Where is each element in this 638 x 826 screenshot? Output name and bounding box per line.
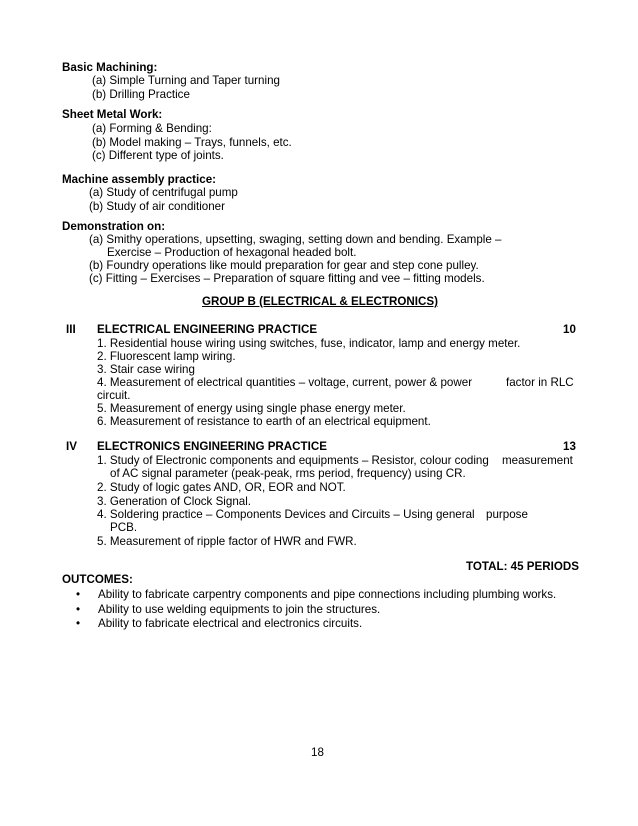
- section-line: measurement: [502, 454, 573, 467]
- bullet-icon: •: [76, 588, 81, 601]
- demonstration-heading: Demonstration on:: [62, 220, 166, 233]
- section-line: 4. Soldering practice – Components Devices and Circuits – Using general: [97, 508, 475, 521]
- section-line: 5. Measurement of ripple factor of HWR and FWR.: [97, 535, 357, 548]
- demonstration-line: (c) Fitting – Exercises – Preparation of square fitting and vee – fitting models.: [89, 272, 485, 285]
- section-periods: 10: [563, 323, 576, 336]
- section-line: 6. Measurement of resistance to earth of an electrical equipment.: [97, 415, 431, 428]
- section-line: circuit.: [97, 389, 131, 402]
- section-line: 2. Fluorescent lamp wiring.: [97, 350, 236, 363]
- section-title: ELECTRONICS ENGINEERING PRACTICE: [97, 440, 327, 453]
- section-line: 1. Residential house wiring using switches, fuse, indicator, lamp and energy meter.: [97, 337, 521, 350]
- sheet-metal-item: (c) Different type of joints.: [92, 149, 224, 162]
- outcome-text: Ability to fabricate electrical and electronics circuits.: [98, 617, 363, 631]
- section-title: ELECTRICAL ENGINEERING PRACTICE: [97, 323, 318, 336]
- bullet-icon: •: [76, 617, 81, 631]
- section-line: of AC signal parameter (peak-peak, rms period, frequency) using CR.: [110, 467, 466, 480]
- section-line: 2. Study of logic gates AND, OR, EOR and NOT.: [97, 481, 346, 494]
- outcomes-heading: OUTCOMES:: [62, 573, 133, 586]
- section-line: 3. Stair case wiring: [97, 363, 195, 376]
- demonstration-line: (a) Smithy operations, upsetting, swaging, setting down and bending. Example –: [89, 233, 502, 246]
- demonstration-line: (b) Foundry operations like mould preparation for gear and step cone pulley.: [89, 259, 479, 272]
- sheet-metal-item: (b) Model making – Trays, funnels, etc.: [92, 136, 292, 149]
- section-periods: 13: [563, 440, 576, 453]
- sheet-metal-item: (a) Forming & Bending:: [92, 122, 212, 135]
- section-line: PCB.: [110, 521, 138, 534]
- outcome-text: Ability to fabricate carpentry components and pipe connections including plumbing works.: [98, 588, 557, 601]
- section-line: 3. Generation of Clock Signal.: [97, 495, 252, 508]
- sheet-metal-heading: Sheet Metal Work:: [62, 108, 163, 121]
- outcome-text: Ability to use welding equipments to join the structures.: [98, 602, 381, 616]
- section-line: 5. Measurement of energy using single phase energy meter.: [97, 402, 406, 415]
- page-number: 18: [311, 746, 324, 759]
- demonstration-line: Exercise – Production of hexagonal headed bolt.: [107, 246, 357, 259]
- section-line: factor in RLC: [506, 376, 574, 389]
- machine-assembly-item: (a) Study of centrifugal pump: [89, 186, 238, 199]
- basic-machining-heading: Basic Machining:: [62, 61, 158, 74]
- section-line: purpose: [486, 508, 528, 521]
- basic-machining-item: (a) Simple Turning and Taper turning: [92, 74, 280, 87]
- section-numeral: IV: [66, 440, 77, 453]
- group-b-title: GROUP B (ELECTRICAL & ELECTRONICS): [202, 295, 438, 308]
- section-line: 1. Study of Electronic components and equipments – Resistor, colour coding: [97, 454, 489, 467]
- section-numeral: III: [66, 323, 76, 336]
- machine-assembly-heading: Machine assembly practice:: [62, 173, 217, 186]
- bullet-icon: •: [76, 602, 81, 616]
- total-periods: TOTAL: 45 PERIODS: [466, 560, 579, 573]
- machine-assembly-item: (b) Study of air conditioner: [89, 200, 225, 213]
- basic-machining-item: (b) Drilling Practice: [92, 88, 190, 101]
- section-line: 4. Measurement of electrical quantities – voltage, current, power & power: [97, 376, 473, 389]
